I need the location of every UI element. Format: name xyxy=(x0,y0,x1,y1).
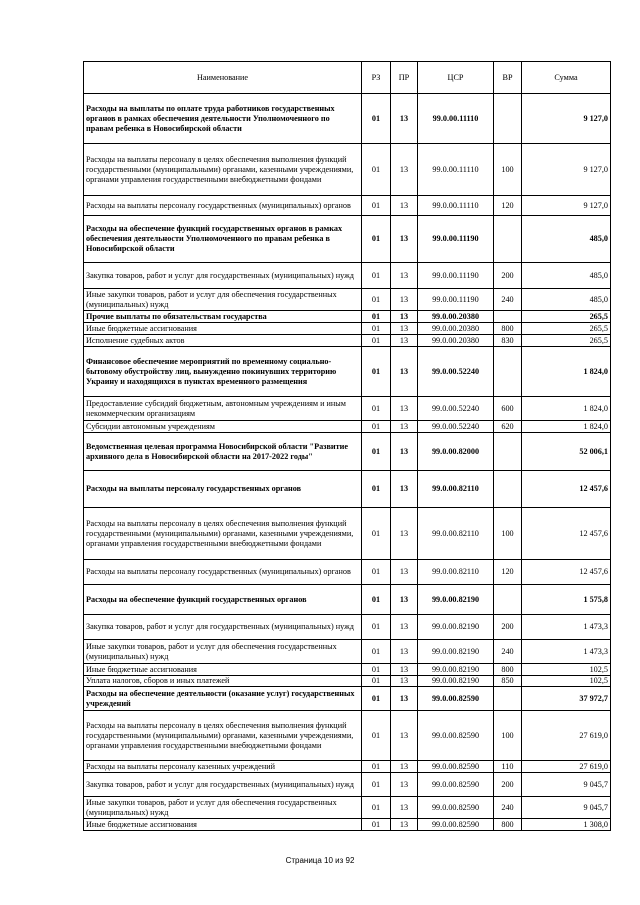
table-row xyxy=(84,761,611,773)
row-pr: 13 xyxy=(391,471,418,508)
row-csr: 99.0.00.82190 xyxy=(418,664,494,676)
row-pr: 13 xyxy=(391,421,418,433)
row-rz: 01 xyxy=(362,433,391,471)
row-csr: 99.0.00.82590 xyxy=(418,761,494,773)
row-rz: 01 xyxy=(362,323,391,335)
row-csr: 99.0.00.82190 xyxy=(418,640,494,664)
table-row xyxy=(84,323,611,335)
row-sum: 485,0 xyxy=(522,289,611,311)
row-sum: 9 127,0 xyxy=(522,94,611,144)
row-rz: 01 xyxy=(362,664,391,676)
table-row xyxy=(84,797,611,819)
row-csr: 99.0.00.20380 xyxy=(418,311,494,323)
row-sum: 1 824,0 xyxy=(522,397,611,421)
table-row xyxy=(84,289,611,311)
row-pr: 13 xyxy=(391,433,418,471)
row-rz: 01 xyxy=(362,335,391,347)
row-rz: 01 xyxy=(362,560,391,585)
row-vr: 850 xyxy=(494,676,522,687)
row-name: Расходы на выплаты персоналу в целях обеспечения выполнения функций государственными (муниципальными) органами, казенными учреждениями, органами управления государственными внебюджетными фондами xyxy=(84,144,362,196)
row-csr: 99.0.00.20380 xyxy=(418,335,494,347)
table-row xyxy=(84,773,611,797)
row-vr: 100 xyxy=(494,711,522,761)
row-csr: 99.0.00.11110 xyxy=(418,196,494,216)
row-vr xyxy=(494,94,522,144)
row-name: Расходы на выплаты персоналу в целях обеспечения выполнения функций государственными (муниципальными) органами, казенными учреждениями, органами управления государственными внебюджетными фондами xyxy=(84,508,362,560)
row-pr: 13 xyxy=(391,585,418,615)
row-pr: 13 xyxy=(391,797,418,819)
row-name: Иные закупки товаров, работ и услуг для обеспечения государственных (муниципальных) нужд xyxy=(84,640,362,664)
table-row xyxy=(84,508,611,560)
row-rz: 01 xyxy=(362,687,391,711)
budget-table xyxy=(83,61,611,831)
row-sum: 9 045,7 xyxy=(522,773,611,797)
header-csr: ЦСР xyxy=(418,62,494,94)
table-row xyxy=(84,585,611,615)
row-rz: 01 xyxy=(362,471,391,508)
page-number: Страница 10 из 92 xyxy=(285,856,355,865)
row-csr: 99.0.00.82590 xyxy=(418,773,494,797)
row-vr: 100 xyxy=(494,144,522,196)
row-pr: 13 xyxy=(391,289,418,311)
header-sum: Сумма xyxy=(522,62,611,94)
row-sum: 102,5 xyxy=(522,664,611,676)
row-rz: 01 xyxy=(362,819,391,831)
row-vr: 110 xyxy=(494,761,522,773)
table-row xyxy=(84,819,611,831)
row-rz: 01 xyxy=(362,676,391,687)
row-rz: 01 xyxy=(362,144,391,196)
table-row xyxy=(84,711,611,761)
row-csr: 99.0.00.82590 xyxy=(418,797,494,819)
row-name: Иные закупки товаров, работ и услуг для обеспечения государственных (муниципальных) нужд xyxy=(84,289,362,311)
row-rz: 01 xyxy=(362,640,391,664)
row-csr: 99.0.00.82110 xyxy=(418,471,494,508)
row-pr: 13 xyxy=(391,819,418,831)
table-row xyxy=(84,433,611,471)
row-name: Расходы на выплаты персоналу государственных органов xyxy=(84,471,362,508)
row-vr: 600 xyxy=(494,397,522,421)
row-vr xyxy=(494,433,522,471)
row-sum: 27 619,0 xyxy=(522,761,611,773)
table-header-row xyxy=(84,62,611,94)
row-rz: 01 xyxy=(362,711,391,761)
table-row xyxy=(84,94,611,144)
row-vr: 240 xyxy=(494,797,522,819)
row-pr: 13 xyxy=(391,687,418,711)
row-rz: 01 xyxy=(362,263,391,289)
table-row xyxy=(84,335,611,347)
row-vr: 620 xyxy=(494,421,522,433)
row-csr: 99.0.00.82190 xyxy=(418,615,494,640)
row-pr: 13 xyxy=(391,216,418,263)
row-rz: 01 xyxy=(362,615,391,640)
row-pr: 13 xyxy=(391,397,418,421)
row-rz: 01 xyxy=(362,216,391,263)
row-sum: 485,0 xyxy=(522,263,611,289)
row-sum: 12 457,6 xyxy=(522,471,611,508)
row-name: Закупка товаров, работ и услуг для государственных (муниципальных) нужд xyxy=(84,773,362,797)
row-pr: 13 xyxy=(391,615,418,640)
header-vr: ВР xyxy=(494,62,522,94)
row-csr: 99.0.00.52240 xyxy=(418,397,494,421)
row-pr: 13 xyxy=(391,508,418,560)
row-sum: 9 127,0 xyxy=(522,144,611,196)
row-csr: 99.0.00.82590 xyxy=(418,819,494,831)
row-name: Ведомственная целевая программа Новосибирской области "Развитие архивного дела в Новосибирской области на 2017-2022 годы" xyxy=(84,433,362,471)
row-sum: 1 308,0 xyxy=(522,819,611,831)
row-csr: 99.0.00.52240 xyxy=(418,347,494,397)
row-pr: 13 xyxy=(391,664,418,676)
row-sum: 1 824,0 xyxy=(522,347,611,397)
row-csr: 99.0.00.11190 xyxy=(418,289,494,311)
row-sum: 1 473,3 xyxy=(522,640,611,664)
table-row xyxy=(84,311,611,323)
table-row xyxy=(84,560,611,585)
row-pr: 13 xyxy=(391,773,418,797)
row-name: Закупка товаров, работ и услуг для государственных (муниципальных) нужд xyxy=(84,263,362,289)
row-vr: 100 xyxy=(494,508,522,560)
row-pr: 13 xyxy=(391,640,418,664)
row-pr: 13 xyxy=(391,196,418,216)
row-sum: 27 619,0 xyxy=(522,711,611,761)
table-row xyxy=(84,640,611,664)
row-name: Иные бюджетные ассигнования xyxy=(84,323,362,335)
row-rz: 01 xyxy=(362,311,391,323)
row-name: Расходы на обеспечение функций государственных органов в рамках обеспечения деятельности Уполномоченного по правам ребенка в Новосибирской области xyxy=(84,216,362,263)
table-row xyxy=(84,421,611,433)
row-csr: 99.0.00.11190 xyxy=(418,216,494,263)
row-sum: 12 457,6 xyxy=(522,508,611,560)
row-csr: 99.0.00.82590 xyxy=(418,711,494,761)
row-sum: 102,5 xyxy=(522,676,611,687)
row-csr: 99.0.00.11190 xyxy=(418,263,494,289)
row-rz: 01 xyxy=(362,397,391,421)
row-csr: 99.0.00.20380 xyxy=(418,323,494,335)
row-pr: 13 xyxy=(391,311,418,323)
row-sum: 1 824,0 xyxy=(522,421,611,433)
row-name: Расходы на выплаты по оплате труда работников государственных органов в рамках обеспечения деятельности Уполномоченного по правам ребенка в Новосибирской области xyxy=(84,94,362,144)
row-pr: 13 xyxy=(391,263,418,289)
row-rz: 01 xyxy=(362,773,391,797)
row-vr xyxy=(494,311,522,323)
row-rz: 01 xyxy=(362,289,391,311)
row-csr: 99.0.00.11110 xyxy=(418,144,494,196)
row-csr: 99.0.00.11110 xyxy=(418,94,494,144)
row-vr: 120 xyxy=(494,560,522,585)
row-rz: 01 xyxy=(362,508,391,560)
row-csr: 99.0.00.82190 xyxy=(418,585,494,615)
table-row xyxy=(84,397,611,421)
row-vr xyxy=(494,347,522,397)
row-rz: 01 xyxy=(362,797,391,819)
table-row xyxy=(84,615,611,640)
row-sum: 485,0 xyxy=(522,216,611,263)
row-name: Уплата налогов, сборов и иных платежей xyxy=(84,676,362,687)
table-row xyxy=(84,263,611,289)
row-name: Расходы на выплаты персоналу государственных (муниципальных) органов xyxy=(84,196,362,216)
row-vr xyxy=(494,585,522,615)
row-pr: 13 xyxy=(391,323,418,335)
header-name: Наименование xyxy=(84,62,362,94)
row-name: Исполнение судебных актов xyxy=(84,335,362,347)
row-name: Финансовое обеспечение мероприятий по временному социально-бытовому обустройству лиц, вынужденно покинувших территорию Украину и находящихся в пунктах временного размещения xyxy=(84,347,362,397)
row-sum: 12 457,6 xyxy=(522,560,611,585)
row-rz: 01 xyxy=(362,761,391,773)
table-row xyxy=(84,196,611,216)
row-rz: 01 xyxy=(362,196,391,216)
row-vr xyxy=(494,687,522,711)
row-sum: 52 006,1 xyxy=(522,433,611,471)
row-vr: 800 xyxy=(494,323,522,335)
row-vr: 800 xyxy=(494,819,522,831)
row-name: Предоставление субсидий бюджетным, автономным учреждениям и иным некоммерческим организациям xyxy=(84,397,362,421)
row-name: Расходы на выплаты персоналу казенных учреждений xyxy=(84,761,362,773)
row-pr: 13 xyxy=(391,676,418,687)
row-sum: 37 972,7 xyxy=(522,687,611,711)
row-name: Субсидии автономным учреждениям xyxy=(84,421,362,433)
table-row xyxy=(84,687,611,711)
row-vr: 240 xyxy=(494,640,522,664)
row-sum: 1 473,3 xyxy=(522,615,611,640)
row-csr: 99.0.00.82110 xyxy=(418,560,494,585)
row-rz: 01 xyxy=(362,347,391,397)
row-pr: 13 xyxy=(391,335,418,347)
row-rz: 01 xyxy=(362,94,391,144)
row-vr: 240 xyxy=(494,289,522,311)
row-vr: 200 xyxy=(494,773,522,797)
row-name: Иные бюджетные ассигнования xyxy=(84,664,362,676)
row-sum: 265,5 xyxy=(522,335,611,347)
row-name: Закупка товаров, работ и услуг для государственных (муниципальных) нужд xyxy=(84,615,362,640)
row-csr: 99.0.00.82590 xyxy=(418,687,494,711)
table-row xyxy=(84,676,611,687)
row-sum: 9 045,7 xyxy=(522,797,611,819)
table-row xyxy=(84,144,611,196)
row-pr: 13 xyxy=(391,94,418,144)
row-sum: 265,5 xyxy=(522,323,611,335)
row-name: Иные закупки товаров, работ и услуг для обеспечения государственных (муниципальных) нужд xyxy=(84,797,362,819)
header-pr: ПР xyxy=(391,62,418,94)
row-sum: 1 575,8 xyxy=(522,585,611,615)
row-csr: 99.0.00.52240 xyxy=(418,421,494,433)
row-rz: 01 xyxy=(362,585,391,615)
row-pr: 13 xyxy=(391,560,418,585)
row-sum: 9 127,0 xyxy=(522,196,611,216)
table-row xyxy=(84,347,611,397)
row-name: Иные бюджетные ассигнования xyxy=(84,819,362,831)
table-row xyxy=(84,664,611,676)
row-pr: 13 xyxy=(391,347,418,397)
row-vr xyxy=(494,471,522,508)
row-name: Расходы на обеспечение функций государственных органов xyxy=(84,585,362,615)
table-row xyxy=(84,471,611,508)
row-vr: 120 xyxy=(494,196,522,216)
table-row xyxy=(84,216,611,263)
row-vr: 830 xyxy=(494,335,522,347)
row-pr: 13 xyxy=(391,761,418,773)
row-csr: 99.0.00.82110 xyxy=(418,508,494,560)
row-vr: 200 xyxy=(494,615,522,640)
row-csr: 99.0.00.82190 xyxy=(418,676,494,687)
row-sum: 265,5 xyxy=(522,311,611,323)
row-vr: 800 xyxy=(494,664,522,676)
row-csr: 99.0.00.82000 xyxy=(418,433,494,471)
table-body xyxy=(84,94,611,831)
row-pr: 13 xyxy=(391,144,418,196)
header-rz: РЗ xyxy=(362,62,391,94)
row-rz: 01 xyxy=(362,421,391,433)
row-vr xyxy=(494,216,522,263)
row-vr: 200 xyxy=(494,263,522,289)
row-name: Расходы на выплаты персоналу в целях обеспечения выполнения функций государственными (муниципальными) органами, казенными учреждениями, органами управления государственными внебюджетными фондами xyxy=(84,711,362,761)
row-name: Расходы на выплаты персоналу государственных (муниципальных) органов xyxy=(84,560,362,585)
row-pr: 13 xyxy=(391,711,418,761)
row-name: Расходы на обеспечение деятельности (оказание услуг) государственных учреждений xyxy=(84,687,362,711)
row-name: Прочие выплаты по обязательствам государства xyxy=(84,311,362,323)
